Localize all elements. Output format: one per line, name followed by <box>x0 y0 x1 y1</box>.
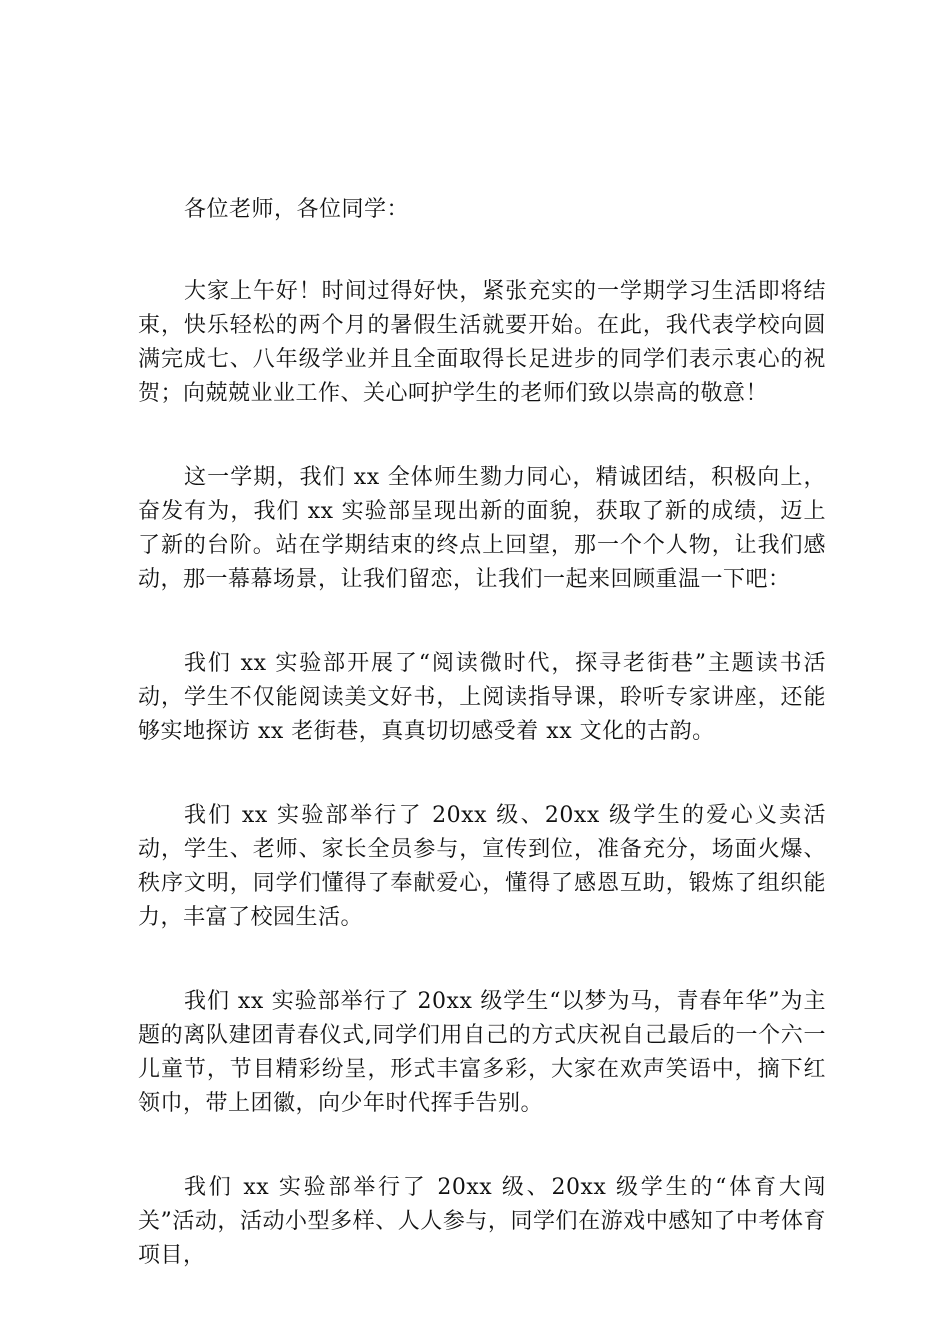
paragraph-opening: 大家上午好！时间过得好快，紧张充实的一学期学习生活即将结束，快乐轻松的两个月的暑假生活就要开始。在此，我代表学校向圆满完成七、八年级学业并且全面取得长足进步的同学们表示衷心的祝贺；向兢兢业业工作、关心呵护学生的老师们致以崇高的敬意！ <box>138 279 826 406</box>
paragraph-youth-ceremony: 我们 xx 实验部举行了 20xx 级学生“以梦为马，青春年华”为主题的离队建团青春仪式,同学们用自己的方式庆祝自己最后的一个六一儿童节，节目精彩纷呈，形式丰富多彩，大家在欢声笑语中，摘下红领巾，带上团徽，向少年时代挥手告别。 <box>138 989 826 1116</box>
paragraph-sports-challenge: 我们 xx 实验部举行了 20xx 级、20xx 级学生的“体育大闯关”活动，活动小型多样、人人参与，同学们在游戏中感知了中考体育项目， <box>138 1175 826 1268</box>
document-body <box>138 193 826 1323</box>
paragraph-semester-review: 这一学期，我们 xx 全体师生勠力同心，精诚团结，积极向上，奋发有为，我们 xx 实验部呈现出新的面貌，获取了新的成绩，迈上了新的台阶。站在学期结束的终点上回望，那一个个人物，让我们感动，那一幕幕场景，让我们留恋，让我们一起来回顾重温一下吧： <box>138 465 826 592</box>
paragraph-charity-sale: 我们 xx 实验部举行了 20xx 级、20xx 级学生的爱心义卖活动，学生、老师、家长全员参与，宣传到位，准备充分，场面火爆、秩序文明，同学们懂得了奉献爱心，懂得了感恩互助，锻炼了组织能力，丰富了校园生活。 <box>138 803 826 930</box>
paragraph-reading-activity: 我们 xx 实验部开展了“阅读微时代，探寻老街巷”主题读书活动，学生不仅能阅读美文好书，上阅读指导课，聆听专家讲座，还能够实地探访 xx 老街巷，真真切切感受着 xx 文化的古韵。 <box>138 651 826 744</box>
salutation: 各位老师，各位同学： <box>184 197 410 222</box>
